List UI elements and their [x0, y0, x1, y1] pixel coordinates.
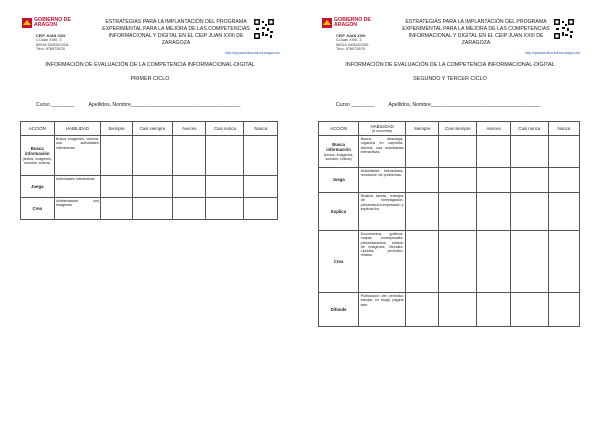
rating-cell[interactable] — [548, 193, 579, 231]
table-header-row — [319, 122, 580, 136]
action-label: Juega — [332, 177, 345, 183]
skill-cell: Actividades interactivas, resolución de problemas. — [359, 168, 406, 193]
school-address-2: 50016 ZARAGOZA — [36, 42, 69, 47]
aragon-emblem-icon — [322, 18, 332, 28]
rating-cell[interactable] — [439, 168, 477, 193]
action-sub: (textos, imágenes, sonidos, vídeos) — [323, 152, 354, 161]
rating-cell[interactable] — [405, 231, 438, 293]
rating-cell[interactable] — [510, 231, 548, 293]
rating-cell[interactable] — [172, 198, 206, 220]
school-address-2: 50016 ZARAGOZA — [336, 42, 369, 47]
col-header-casi-nunca: Casi nunca — [510, 122, 548, 136]
rating-cell[interactable] — [477, 168, 510, 193]
gobierno-aragon-logo — [22, 18, 84, 34]
table-row — [319, 293, 580, 327]
qr-code-icon — [554, 19, 574, 39]
aragon-emblem-icon — [22, 18, 32, 28]
school-name: CEIP JUAN XXIII — [336, 34, 366, 38]
rating-cell[interactable] — [244, 176, 278, 198]
rating-cell[interactable] — [510, 168, 548, 193]
skill-cell: Busca imágenes, visiona, usa actividades interactivas. — [54, 136, 101, 176]
rating-cell[interactable] — [101, 198, 132, 220]
doc-title: INFORMACIÓN DE EVALUACIÓN DE LA COMPETENCIA INFORMACIONAL-DIGITAL — [45, 62, 255, 68]
cycle-title: SEGUNDO Y TERCER CICLO — [413, 76, 487, 82]
rating-cell[interactable] — [172, 136, 206, 176]
col-header-siempre: Siempre — [405, 122, 438, 136]
table-row — [21, 198, 278, 220]
rating-cell[interactable] — [548, 231, 579, 293]
col-header-accion: ACCIÓN — [21, 122, 55, 136]
evaluation-table — [20, 121, 278, 220]
table-header-row — [21, 122, 278, 136]
col-header-aveces: Aveces — [172, 122, 206, 136]
col-header-nunca: Nunca — [244, 122, 278, 136]
rating-cell[interactable] — [132, 198, 172, 220]
rating-cell[interactable] — [206, 136, 244, 176]
action-cell — [21, 136, 55, 176]
col-header-nunca: Nunca — [548, 122, 579, 136]
col-header-habilidad: HABILIDAD — [54, 122, 101, 136]
action-cell — [319, 136, 359, 168]
rating-cell[interactable] — [548, 136, 579, 168]
rating-cell[interactable] — [132, 136, 172, 176]
cycle-title: PRIMER CICLO — [130, 76, 170, 82]
school-phone: Tfno: 976572876 — [336, 47, 365, 52]
rating-cell[interactable] — [405, 193, 438, 231]
student-fields: Curso ________ Apellidos, Nombre______________________________________ — [36, 102, 241, 108]
right-page — [300, 0, 600, 424]
skill-cell: Realiza tareas, trabajos de investigación, presentación-exposición y explicación. — [359, 193, 406, 231]
action-label: Busca información — [326, 142, 351, 153]
table-row — [21, 136, 278, 176]
student-fields: Curso ________ Apellidos, Nombre______________________________________ — [336, 102, 541, 108]
skill-cell: Publicación del periódico escolar, en blogs, página web — [359, 293, 406, 327]
school-url[interactable]: http://cpjuanxxiiiza.educa.aragon.es/ — [525, 51, 580, 55]
school-info — [36, 34, 69, 52]
action-cell — [319, 293, 359, 327]
col-header-siempre: Siempre — [101, 122, 132, 136]
action-cell — [319, 168, 359, 193]
action-label: Juega — [31, 183, 44, 189]
table-row — [319, 193, 580, 231]
action-sub: (textos, imágenes, sonidos, vídeos) — [22, 156, 52, 165]
school-name: CEIP JUAN XXIII — [36, 34, 66, 38]
action-cell — [21, 198, 55, 220]
school-address-1: C/Juan XXIII, 3 — [336, 38, 362, 43]
rating-cell[interactable] — [439, 231, 477, 293]
skill-cell: Busca, descarga, organiza en carpetas, visiona, usa actividades interactivas. — [359, 136, 406, 168]
school-info — [336, 34, 369, 52]
logo-text: GOBIERNO DE ARAGON — [334, 17, 371, 29]
rating-cell[interactable] — [439, 293, 477, 327]
action-cell — [21, 176, 55, 198]
rating-cell[interactable] — [477, 193, 510, 231]
rating-cell[interactable] — [510, 293, 548, 327]
col-header-accion: ACCIÓN — [319, 122, 359, 136]
gobierno-aragon-logo — [322, 18, 384, 34]
col-header-casi-siempre: Casi siempre — [439, 122, 477, 136]
col-header-habilidad — [359, 122, 406, 136]
rating-cell[interactable] — [132, 176, 172, 198]
skill-cell: Ambientación con imágenes — [54, 198, 101, 220]
action-label: Crea — [333, 258, 344, 264]
rating-cell[interactable] — [244, 136, 278, 176]
action-cell — [319, 193, 359, 231]
table-row — [21, 176, 278, 198]
action-label: Busca información — [24, 146, 50, 157]
action-label: Difunde — [330, 306, 347, 312]
col-header-habilidad-sub: (a concretar) — [371, 129, 393, 133]
action-label: Crea — [32, 205, 43, 211]
col-header-casi-siempre: Casi siempre — [132, 122, 172, 136]
rating-cell[interactable] — [439, 193, 477, 231]
action-cell — [319, 231, 359, 293]
evaluation-table — [318, 121, 580, 327]
rating-cell[interactable] — [244, 198, 278, 220]
rating-cell[interactable] — [477, 231, 510, 293]
skill-cell: Actividades interactivas — [54, 176, 101, 198]
header-title: ESTRATEGIAS PARA LA IMPLANTACIÓN DEL PROGRAMA EXPERIMENTAL PARA LA MEJORA DE LAS COMPETENCIAS INFORMACIONAL Y DIGITAL EN EL CEIP JUAN XXIII DE ZARAGOZA — [102, 19, 250, 46]
rating-cell[interactable] — [405, 168, 438, 193]
table-row — [319, 231, 580, 293]
rating-cell[interactable] — [206, 198, 244, 220]
table-row — [319, 136, 580, 168]
rating-cell[interactable] — [477, 293, 510, 327]
header-title: ESTRATEGIAS PARA LA IMPLANTACIÓN DEL PROGRAMA EXPERIMENTAL PARA LA MEJORA DE LAS COMPETENCIAS INFORMACIONAL Y DIGITAL EN EL CEIP JUAN XXIII DE ZARAGOZA — [402, 19, 550, 46]
school-address-1: C/Juan XXIII, 3 — [36, 38, 62, 43]
rating-cell[interactable] — [101, 136, 132, 176]
school-url[interactable]: http://cpjuanxxiiiza.educa.aragon.es/ — [225, 51, 280, 55]
rating-cell[interactable] — [172, 176, 206, 198]
table-row — [319, 168, 580, 193]
rating-cell[interactable] — [206, 176, 244, 198]
rating-cell[interactable] — [101, 176, 132, 198]
rating-cell[interactable] — [548, 168, 579, 193]
school-phone: Tfno: 976572876 — [36, 47, 65, 52]
rating-cell[interactable] — [548, 293, 579, 327]
rating-cell[interactable] — [439, 136, 477, 168]
rating-cell[interactable] — [405, 136, 438, 168]
col-header-casi-nunca: Casi nunca — [206, 122, 244, 136]
skill-cell: Documentos, gráficos, mapas conceptuales, presentaciones, edición de imágenes, Murales, Lipdubs, periódico, relatos. — [359, 231, 406, 293]
qr-code-icon — [254, 19, 274, 39]
col-header-aveces: Aveces — [477, 122, 510, 136]
doc-title: INFORMACIÓN DE EVALUACIÓN DE LA COMPETENCIA INFORMACIONAL-DIGITAL — [345, 62, 555, 68]
logo-text: GOBIERNO DE ARAGON — [34, 17, 71, 29]
action-label: Explica — [331, 208, 347, 214]
rating-cell[interactable] — [405, 293, 438, 327]
col-header-habilidad-label: HABILIDAD — [370, 124, 394, 129]
rating-cell[interactable] — [477, 136, 510, 168]
rating-cell[interactable] — [510, 193, 548, 231]
rating-cell[interactable] — [510, 136, 548, 168]
